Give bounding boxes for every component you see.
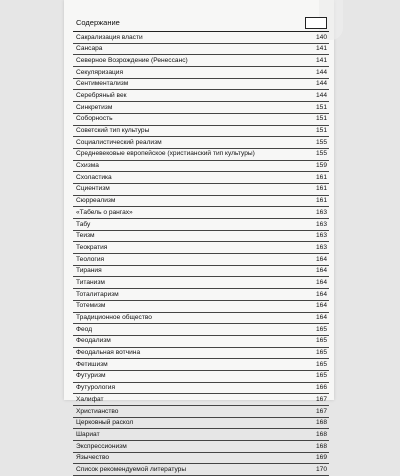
toc-entry-title: Социалистический реализм <box>76 138 162 146</box>
toc-entry-page: 163 <box>315 208 327 216</box>
toc-entry-page: 170 <box>315 465 327 473</box>
toc-entry-page: 151 <box>315 103 327 111</box>
toc-entry <box>73 441 329 453</box>
toc-entry-page: 140 <box>315 33 327 41</box>
toc-entry-page: 141 <box>315 56 327 64</box>
toc-entry <box>73 277 329 289</box>
toc-entry-page: 168 <box>315 430 327 438</box>
toc-entry-title: Шариат <box>76 430 100 438</box>
header-box <box>305 17 327 29</box>
toc-entry-page: 159 <box>315 162 327 170</box>
toc-entry <box>73 184 329 196</box>
toc-entry-page: 165 <box>315 372 327 380</box>
toc-entry <box>73 301 329 313</box>
toc-entry-page: 141 <box>315 45 327 53</box>
toc-entry-page: 163 <box>315 232 327 240</box>
toc-entry <box>73 429 329 441</box>
toc-entry-page: 165 <box>315 337 327 345</box>
toc-entry-page: 144 <box>315 91 327 99</box>
toc-entry-title: Схизма <box>76 162 99 170</box>
toc-entry-title: Титанизм <box>76 278 105 286</box>
toc-entry <box>73 55 329 67</box>
toc-entry-page: 155 <box>315 150 327 158</box>
toc-entry <box>73 324 329 336</box>
toc-entry-title: Церковный раскол <box>76 419 134 427</box>
toc-entry <box>73 114 329 126</box>
toc-entry-title: Сюрреализм <box>76 197 116 205</box>
toc-entry-title: Традиционное общество <box>76 314 152 321</box>
toc-entry-page: 169 <box>315 454 327 462</box>
toc-entry <box>73 137 329 149</box>
toc-entry <box>73 371 329 383</box>
toc-entry-title: Соборность <box>76 115 113 123</box>
book-page <box>64 0 334 473</box>
toc-entry <box>73 231 329 243</box>
toc-entry <box>73 464 329 476</box>
toc-entry <box>73 406 329 418</box>
toc-entry-page: 164 <box>315 267 327 275</box>
toc-entry <box>73 90 329 102</box>
toc-entry-title: Футурология <box>76 384 116 392</box>
toc-entry-page: 151 <box>315 127 327 134</box>
toc-entry-page: 164 <box>315 290 327 298</box>
toc-entry-title: Серебряный век <box>76 91 127 99</box>
toc-entry-title: Феод <box>76 325 93 333</box>
toc-entry-page: 163 <box>315 220 327 228</box>
toc-entry <box>73 207 329 219</box>
toc-entry <box>73 67 329 79</box>
toc-entry <box>73 453 329 465</box>
toc-entry-page: 164 <box>315 255 327 263</box>
toc-entry-title: Теизм <box>76 232 95 240</box>
toc-entry-title: Экспрессионизм <box>76 442 127 450</box>
toc-entry <box>73 44 329 56</box>
toc-entry <box>73 172 329 184</box>
toc-entry-title: Табу <box>76 220 91 228</box>
toc-entry-title: Сциентизм <box>76 185 110 193</box>
toc-entry <box>73 313 329 325</box>
toc-entry <box>73 418 329 430</box>
toc-entry <box>73 359 329 371</box>
toc-entry-title: Список рекомендуемой литературы <box>76 465 187 473</box>
toc-entry-title: Теократия <box>76 243 108 251</box>
toc-entry <box>73 102 329 114</box>
toc-entry <box>73 266 329 278</box>
toc-entry-title: Средневековые европейское (христианский тип культуры) <box>76 150 255 158</box>
toc-entry-title: «Табель о рангах» <box>76 208 133 216</box>
toc-entry <box>73 219 329 231</box>
toc-entry-title: Схоластика <box>76 173 112 181</box>
toc-entry-page: 164 <box>315 302 327 310</box>
toc-entry-page: 168 <box>315 442 327 450</box>
toc-entry-title: Северное Возрождение (Ренессанс) <box>76 56 188 64</box>
toc-entry-title: Язычество <box>76 454 110 462</box>
toc-entry-title: Сансара <box>76 45 103 53</box>
toc-entry-title: Феодальная вотчина <box>76 349 141 357</box>
toc-entry <box>73 394 329 406</box>
toc-entry-page: 161 <box>315 197 327 205</box>
toc-entry-title: Халифат <box>76 395 104 403</box>
toc-entry-title: Советский тип культуры <box>76 127 150 134</box>
toc-entry <box>73 161 329 173</box>
toc-entry <box>73 348 329 360</box>
toc-entry-title: Секуляризация <box>76 68 124 76</box>
toc-entry-page: 166 <box>315 384 327 392</box>
toc-entry-title: Христианство <box>76 407 119 415</box>
toc-entry-title: Тотемизм <box>76 302 106 310</box>
toc-entry <box>73 336 329 348</box>
toc-entry-title: Тоталитаризм <box>76 290 119 298</box>
toc-entry <box>73 383 329 395</box>
toc-entry <box>73 289 329 301</box>
toc-entry <box>73 79 329 91</box>
toc-entry-title: Синкретизм <box>76 103 113 111</box>
toc-entry-page: 164 <box>315 278 327 286</box>
toc-entry-page: 165 <box>315 325 327 333</box>
toc-entry <box>73 149 329 161</box>
toc-entry-title: Фетишизм <box>76 360 108 368</box>
toc-entry <box>73 242 329 254</box>
toc-entry <box>73 126 329 138</box>
toc-entry <box>73 196 329 208</box>
toc-entry-page: 163 <box>315 243 327 251</box>
toc-entry-page: 161 <box>315 185 327 193</box>
toc-entry-page: 164 <box>315 314 327 321</box>
toc-entry-page: 151 <box>315 115 327 123</box>
toc-entry-page: 144 <box>315 80 327 88</box>
toc-entry <box>73 32 329 44</box>
toc-entry-title: Теология <box>76 255 105 263</box>
toc-entry-title: Сакрализация власти <box>76 33 143 41</box>
toc-entry-page: 144 <box>315 68 327 76</box>
toc-list <box>73 32 329 476</box>
toc-entry-title: Феодализм <box>76 337 111 345</box>
toc-entry <box>73 254 329 266</box>
toc-entry-page: 165 <box>315 360 327 368</box>
toc-entry-page: 167 <box>315 395 327 403</box>
toc-entry-page: 168 <box>315 419 327 427</box>
toc-header <box>73 15 329 32</box>
toc-entry-title: Сентиментализм <box>76 80 129 88</box>
toc-entry-page: 161 <box>315 173 327 181</box>
toc-entry-page: 167 <box>315 407 327 415</box>
toc-entry-page: 165 <box>315 349 327 357</box>
toc-entry-page: 155 <box>315 138 327 146</box>
toc-entry-title: Тирания <box>76 267 102 275</box>
toc-heading: Содержание <box>76 18 120 27</box>
toc-entry-title: Футуризм <box>76 372 106 380</box>
